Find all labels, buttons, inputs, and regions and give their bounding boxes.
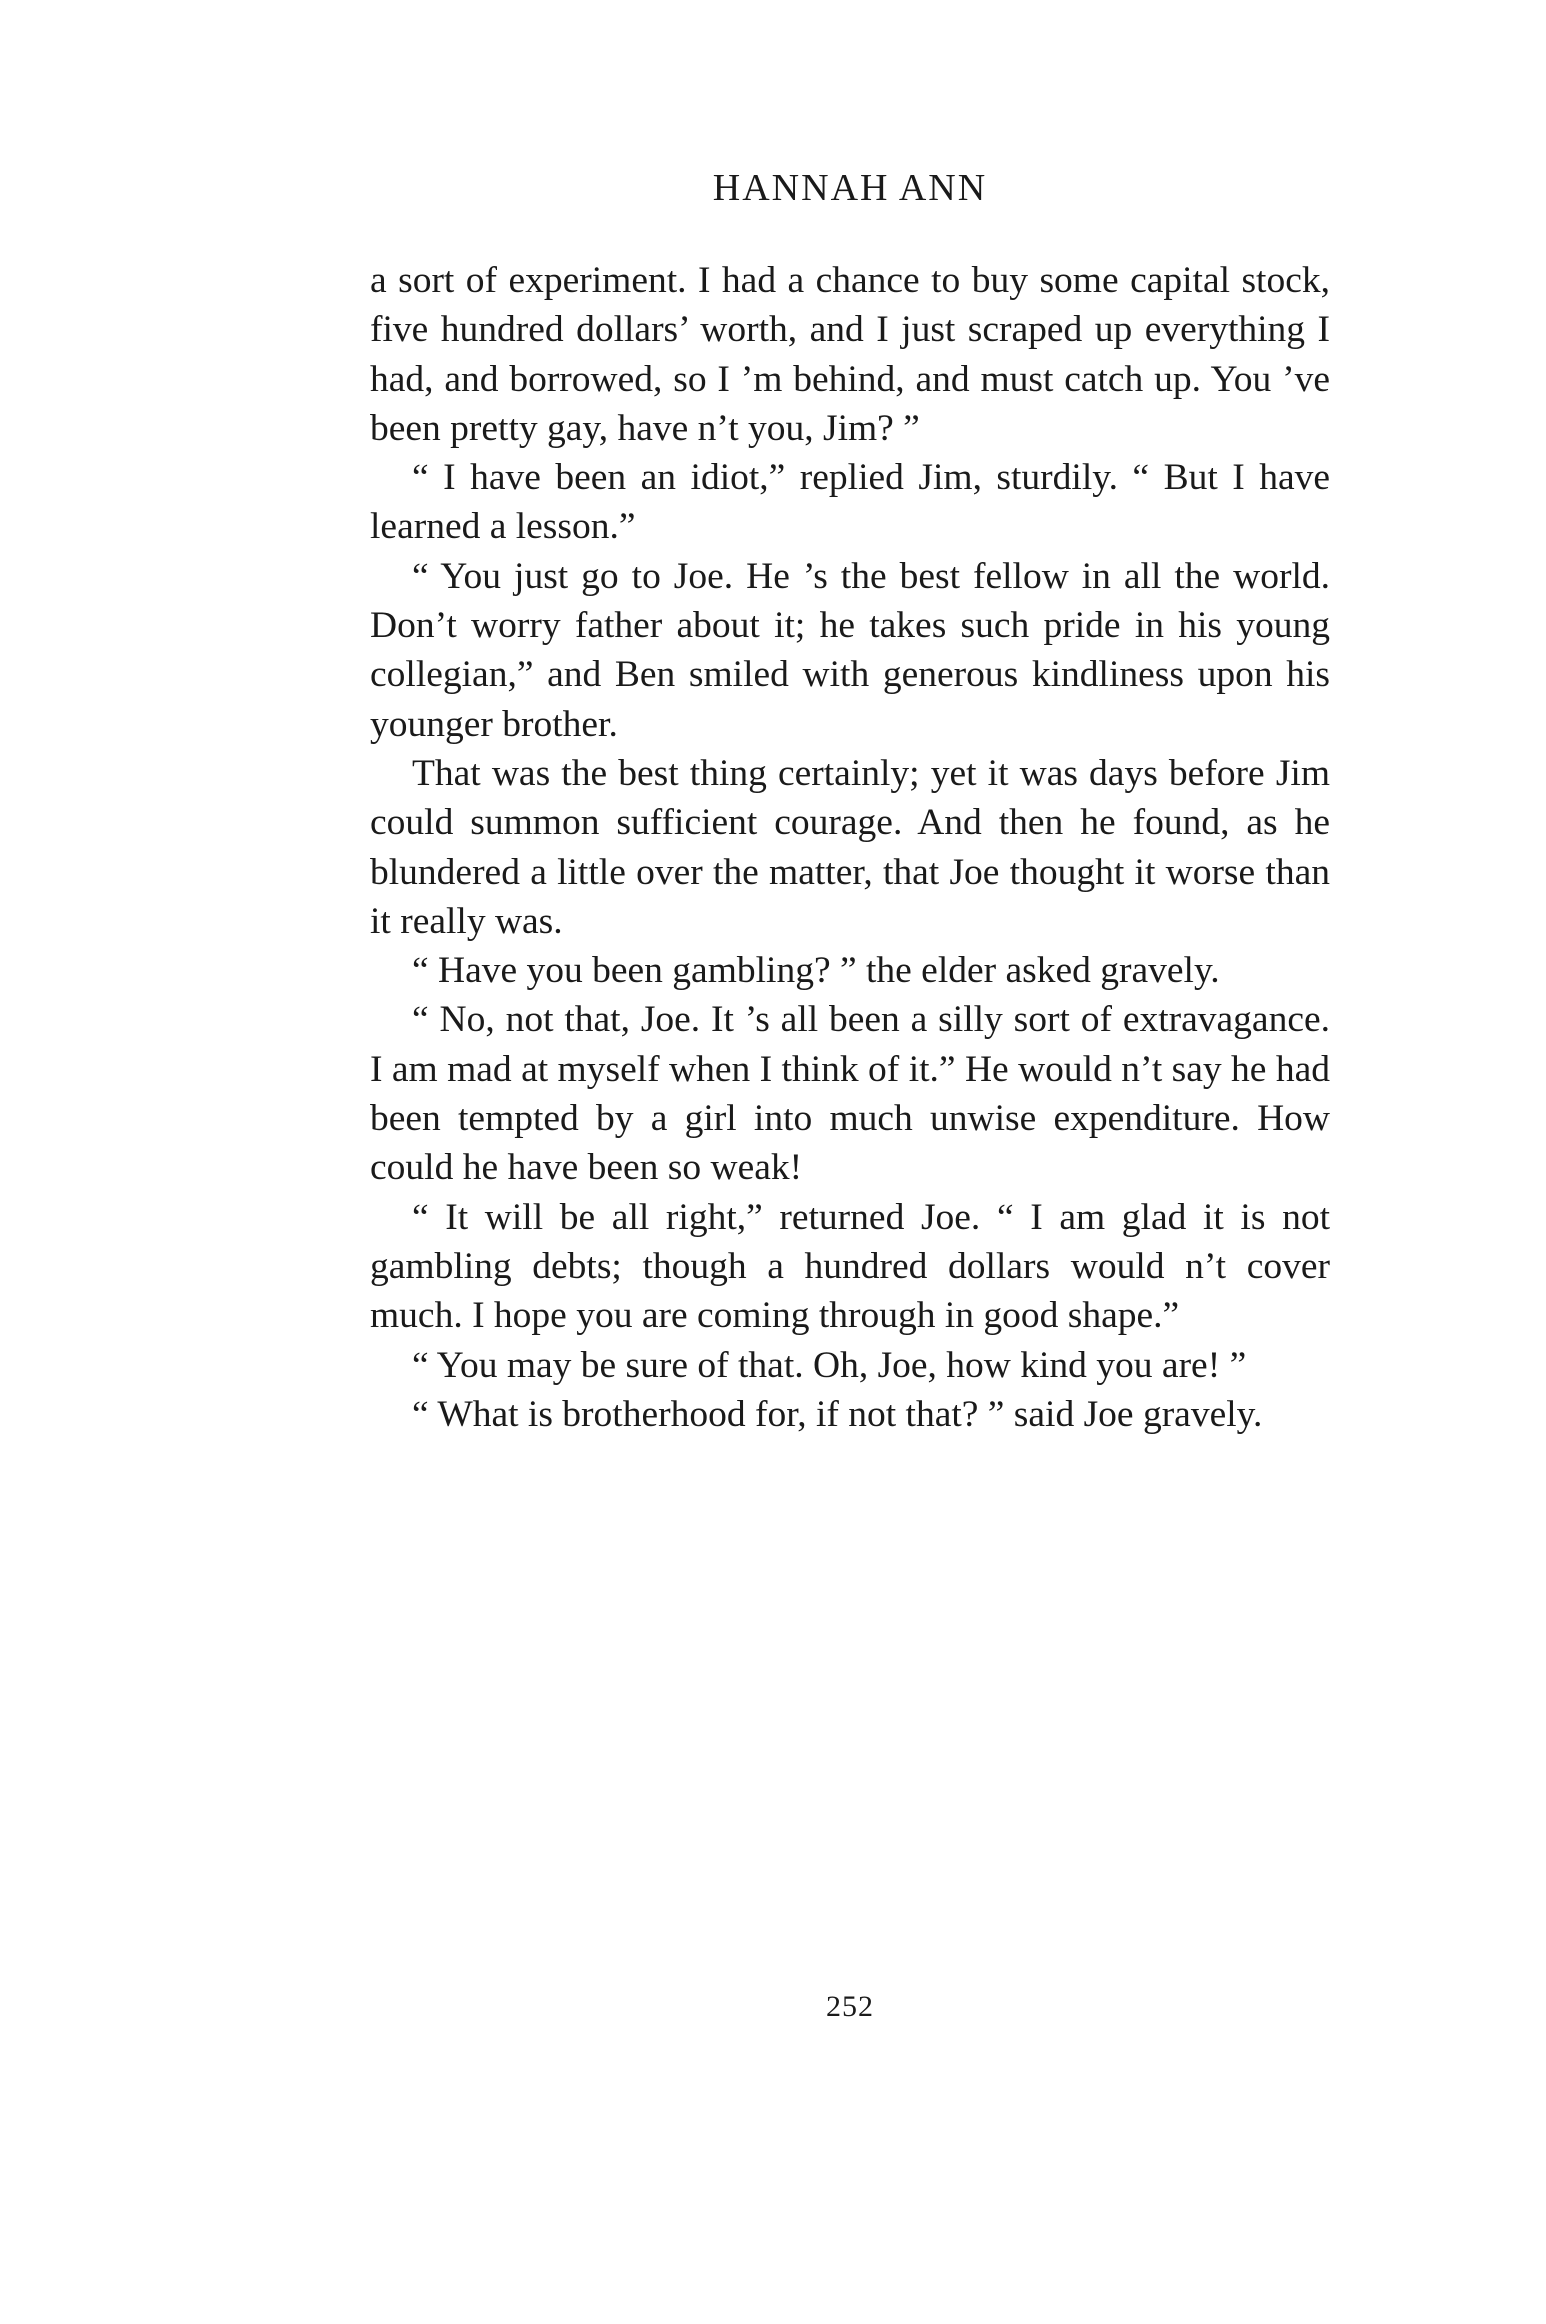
- paragraph: “ What is brotherhood for, if not that? ” said Joe gravely.: [412, 1393, 1263, 1435]
- paragraph: “ Have you been gambling? ” the elder asked gravely.: [412, 950, 1220, 992]
- body-text: [370, 256, 1330, 1439]
- paragraph: a sort of experiment. I had a chance to buy some capital stock, five hundred dollars’ worth, and I just scraped up everything I had, and borrowed, so I ’m behind, and must catch up. You ’ve been pretty gay, have n’t you, Jim? ”: [370, 260, 1330, 449]
- paragraph: “ No, not that, Joe. It ’s all been a silly sort of extravagance. I am mad at myself when I think of it.” He would n’t say he had been tempted by a girl into much unwise expenditure. How could he have been so weak!: [370, 999, 1330, 1189]
- paragraph: “ You just go to Joe. He ’s the best fellow in all the world. Don’t worry father about it; he takes such pride in his young collegian,” and Ben smiled with generous kindliness upon his younger brother.: [370, 555, 1330, 745]
- running-head: HANNAH ANN: [712, 167, 988, 209]
- paragraph: “ It will be all right,” returned Joe. “ I am glad it is not gambling debts; though a hundred dollars would n’t cover much. I hope you are coming through in good shape.”: [370, 1196, 1330, 1337]
- paragraph: “ I have been an idiot,” replied Jim, sturdily. “ But I have learned a lesson.”: [370, 457, 1330, 548]
- paragraph: “ You may be sure of that. Oh, Joe, how kind you are! ”: [412, 1344, 1247, 1386]
- paragraph: That was the best thing certainly; yet it was days before Jim could summon sufficient courage. And then he found, as he blundered a little over the matter, that Joe thought it worse than it really was.: [370, 752, 1330, 942]
- page-number: 252: [826, 1990, 874, 2023]
